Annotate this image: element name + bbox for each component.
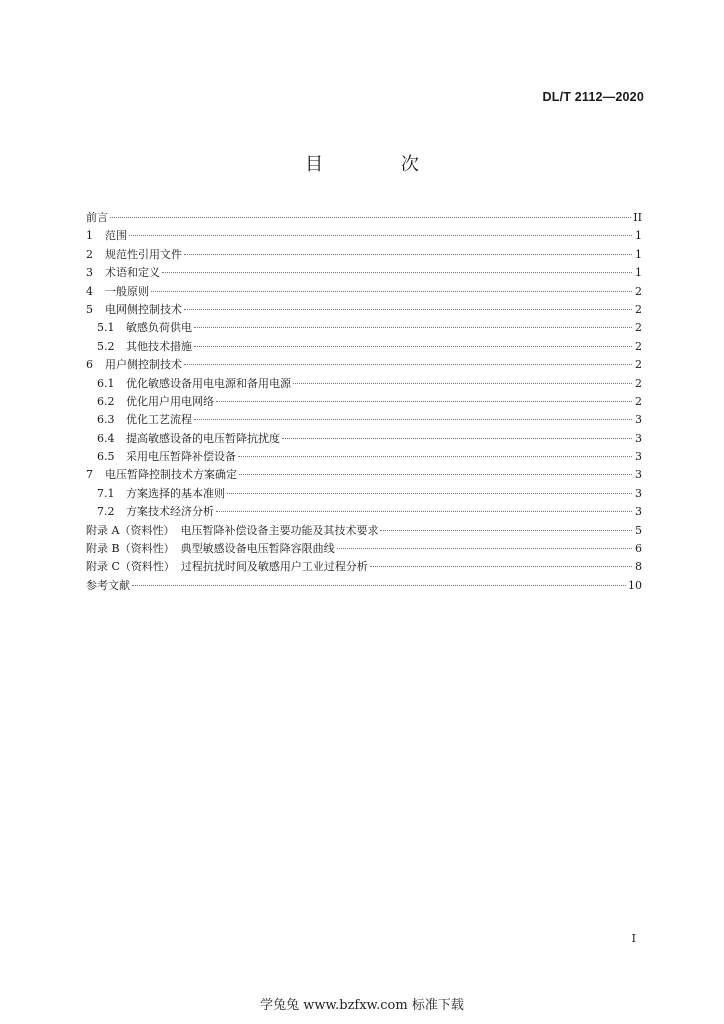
toc-entry[interactable] xyxy=(86,227,642,245)
toc-entry-number: 6.4 xyxy=(97,431,115,445)
dot-leader xyxy=(380,530,632,531)
toc-entry-page: 3 xyxy=(635,468,642,482)
toc-entry-number: 6.3 xyxy=(97,413,115,427)
dot-leader xyxy=(216,511,632,512)
toc-entry-label: 电压暂降控制技术方案确定 xyxy=(105,468,237,482)
toc-entry[interactable] xyxy=(86,558,642,576)
dot-leader xyxy=(238,456,632,457)
toc-entry-label: 优化工艺流程 xyxy=(126,413,192,427)
toc-entry-page: 8 xyxy=(635,560,642,574)
toc-entry[interactable] xyxy=(86,264,642,282)
toc-title: 目 次 xyxy=(305,154,455,175)
dot-leader xyxy=(227,493,632,494)
dot-leader xyxy=(194,327,632,328)
toc-entry[interactable] xyxy=(86,540,642,558)
toc-entry-label: 前言 xyxy=(86,211,108,224)
toc-entry[interactable] xyxy=(86,411,642,429)
toc-entry[interactable] xyxy=(86,319,642,337)
toc-entry[interactable] xyxy=(86,448,642,466)
dot-leader xyxy=(239,474,632,475)
table-of-contents xyxy=(86,209,642,595)
toc-entry-number: 附录 A（资料性） xyxy=(86,523,175,537)
standard-code: DL/T 2112—2020 xyxy=(542,90,644,104)
toc-entry-label: 优化用户用电网络 xyxy=(126,394,214,408)
toc-entry-label: 过程抗扰时间及敏感用户工业过程分析 xyxy=(180,560,368,574)
toc-entry[interactable] xyxy=(86,375,642,393)
toc-entry[interactable] xyxy=(86,338,642,356)
toc-entry-label: 优化敏感设备用电电源和备用电源 xyxy=(126,376,291,390)
toc-entry-number: 附录 C（资料性） xyxy=(86,560,175,574)
toc-entry-number: 6 xyxy=(86,358,93,372)
toc-entry-page: 10 xyxy=(628,578,642,592)
toc-entry-page: 5 xyxy=(635,523,642,537)
dot-leader xyxy=(110,217,631,218)
dot-leader xyxy=(184,254,632,255)
toc-entry-page: 3 xyxy=(635,486,642,500)
toc-entry[interactable] xyxy=(86,577,642,595)
toc-entry-number: 2 xyxy=(86,247,93,261)
toc-entry[interactable] xyxy=(86,356,642,374)
toc-entry-number: 6.2 xyxy=(97,394,115,408)
dot-leader xyxy=(337,548,632,549)
toc-entry[interactable] xyxy=(86,522,642,540)
dot-leader xyxy=(184,364,632,365)
dot-leader xyxy=(194,419,632,420)
toc-entry-number: 6.5 xyxy=(97,450,115,464)
dot-leader xyxy=(129,235,632,236)
toc-entry-page: 2 xyxy=(635,339,642,353)
toc-entry-label: 提高敏感设备的电压暂降抗扰度 xyxy=(126,431,280,445)
toc-entry-page: 6 xyxy=(635,542,642,556)
toc-entry[interactable] xyxy=(86,485,642,503)
dot-leader xyxy=(216,401,632,402)
toc-entry-label: 术语和定义 xyxy=(105,266,160,280)
footer-watermark: 学兔兔 www.bzfxw.com 标准下载 xyxy=(260,998,464,1013)
dot-leader xyxy=(162,272,632,273)
toc-entry-number: 7.2 xyxy=(97,505,115,519)
toc-entry[interactable] xyxy=(86,209,642,227)
toc-entry-label: 采用电压暂降补偿设备 xyxy=(126,450,236,464)
toc-entry-label: 敏感负荷供电 xyxy=(126,321,192,335)
toc-entry-number: 5.2 xyxy=(97,339,115,353)
toc-entry-page: 2 xyxy=(635,376,642,390)
toc-entry-number: 3 xyxy=(86,266,93,280)
toc-entry-page: 3 xyxy=(635,505,642,519)
page-number: I xyxy=(631,932,636,945)
toc-entry-number: 6.1 xyxy=(97,376,115,390)
toc-entry-page: 2 xyxy=(635,321,642,335)
dot-leader xyxy=(132,585,626,586)
dot-leader xyxy=(194,346,632,347)
toc-entry-label: 范围 xyxy=(105,229,127,243)
dot-leader xyxy=(282,438,632,439)
toc-entry-page: II xyxy=(633,211,642,224)
toc-entry-page: 3 xyxy=(635,450,642,464)
toc-entry-number: 5.1 xyxy=(97,321,115,335)
toc-entry-label: 参考文献 xyxy=(86,578,130,592)
toc-entry-label: 规范性引用文件 xyxy=(105,247,182,261)
toc-entry-number: 7 xyxy=(86,468,93,482)
toc-entry[interactable] xyxy=(86,466,642,484)
toc-entry[interactable] xyxy=(86,430,642,448)
toc-entry-number: 4 xyxy=(86,284,93,298)
dot-leader xyxy=(151,291,632,292)
dot-leader xyxy=(184,309,632,310)
toc-entry-page: 3 xyxy=(635,431,642,445)
toc-entry-page: 1 xyxy=(635,247,642,261)
toc-entry[interactable] xyxy=(86,246,642,264)
toc-entry-page: 1 xyxy=(635,229,642,243)
toc-entry-page: 1 xyxy=(635,266,642,280)
toc-entry-number: 7.1 xyxy=(97,486,115,500)
toc-entry-label: 一般原则 xyxy=(105,284,149,298)
toc-entry-page: 2 xyxy=(635,284,642,298)
toc-entry-number: 附录 B（资料性） xyxy=(86,542,175,556)
dot-leader xyxy=(370,566,632,567)
toc-entry-label: 用户侧控制技术 xyxy=(105,358,182,372)
toc-entry-label: 电压暂降补偿设备主要功能及其技术要求 xyxy=(180,523,379,537)
toc-entry-number: 5 xyxy=(86,302,93,316)
toc-entry-page: 3 xyxy=(635,413,642,427)
toc-entry-page: 2 xyxy=(635,394,642,408)
toc-entry[interactable] xyxy=(86,283,642,301)
toc-entry-label: 方案选择的基本准则 xyxy=(126,486,225,500)
dot-leader xyxy=(293,383,632,384)
toc-entry-label: 方案技术经济分析 xyxy=(126,505,214,519)
toc-entry[interactable] xyxy=(86,393,642,411)
toc-entry[interactable] xyxy=(86,301,642,319)
toc-entry-label: 电网侧控制技术 xyxy=(105,302,182,316)
toc-entry-label: 典型敏感设备电压暂降容限曲线 xyxy=(180,542,335,556)
toc-entry-page: 2 xyxy=(635,358,642,372)
toc-entry-number: 1 xyxy=(86,229,93,243)
toc-entry-label: 其他技术措施 xyxy=(126,339,192,353)
toc-entry-page: 2 xyxy=(635,302,642,316)
toc-entry[interactable] xyxy=(86,503,642,521)
